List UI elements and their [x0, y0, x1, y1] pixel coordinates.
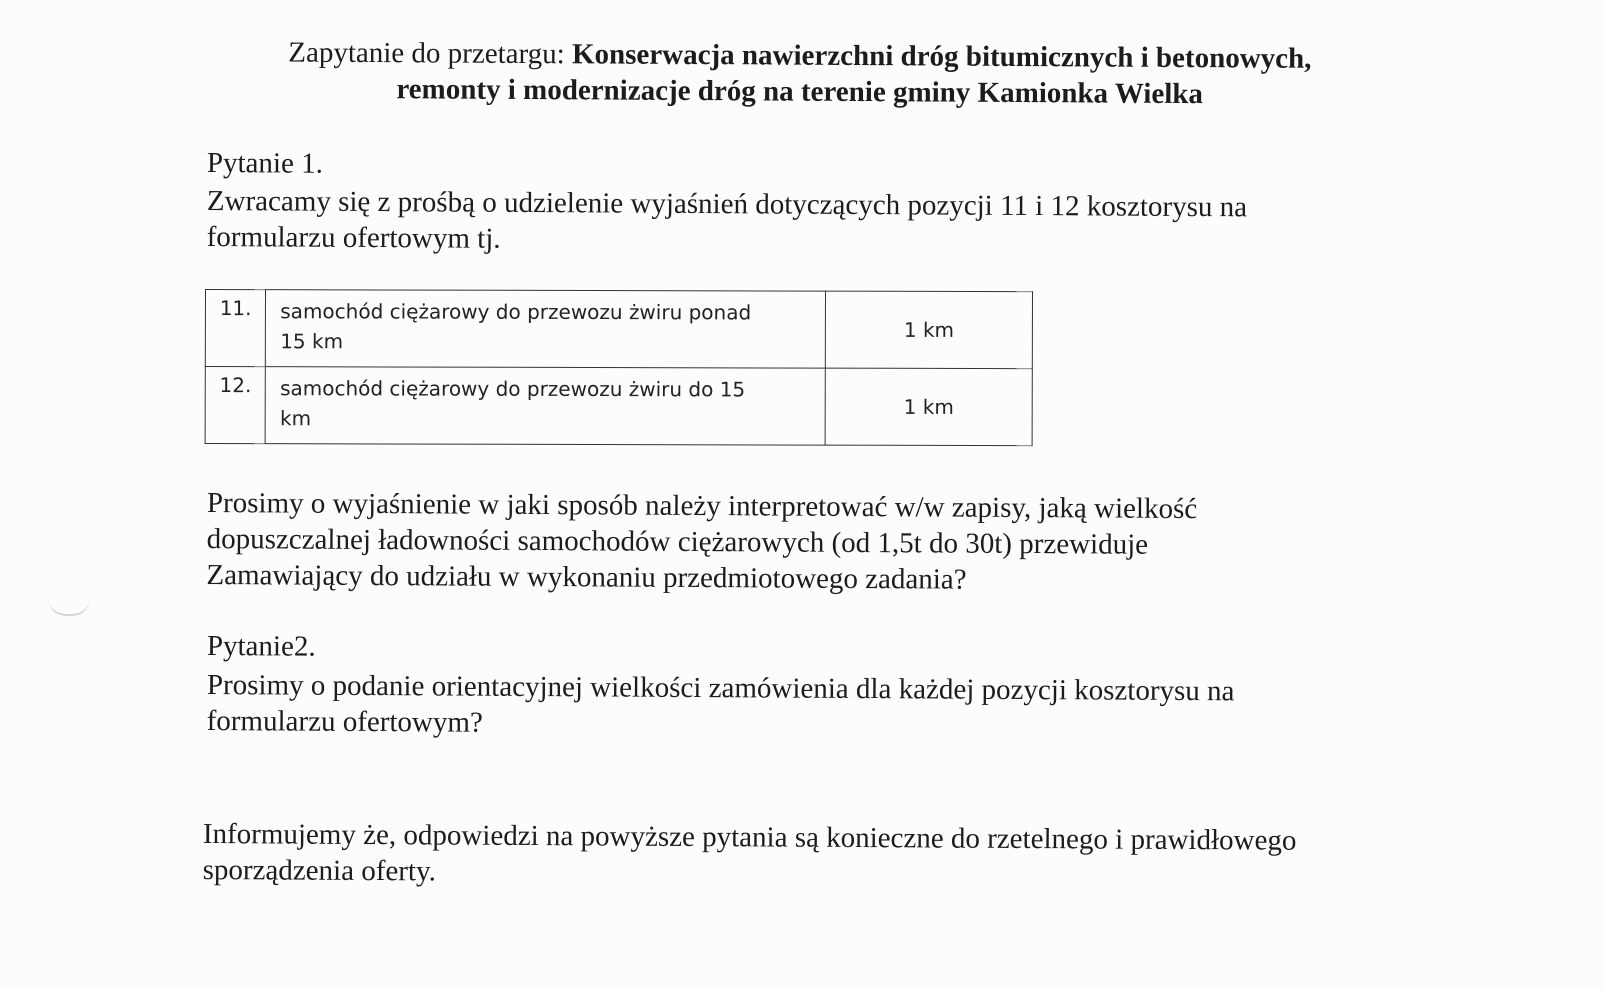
question-2-text	[207, 667, 1235, 745]
title-subject-part-1: Konserwacja nawierzchni dróg bitumicznych i betonowych,	[571, 38, 1312, 75]
table-row	[205, 367, 1032, 446]
question-1-intro-line-1: Zwracamy się z prośbą o udzielenie wyjaśnień dotyczących pozycji 11 i 12 kosztorysu na	[206, 184, 1248, 224]
question-1-intro	[207, 183, 1248, 261]
question-2-text-line-2: formularzu ofertowym?	[206, 704, 483, 739]
item-quantity: 1 km	[825, 291, 1032, 369]
item-description-line-2: km	[279, 406, 312, 431]
question-1-request	[206, 485, 1197, 599]
question-1-request-line-3: Zamawiający do udziału w wykonaniu przedmiotowego zadania?	[206, 558, 967, 596]
table-row	[205, 290, 1032, 369]
item-description-line-1: samochód ciężarowy do przewozu żwiru ponad	[280, 299, 752, 325]
item-description-line-2: 15 km	[280, 329, 344, 354]
estimate-items-table	[205, 289, 1033, 446]
punch-hole-mark	[48, 598, 90, 616]
question-1-heading: Pytanie 1.	[206, 146, 323, 180]
question-1-request-line-1: Prosimy o wyjaśnienie w jaki sposób należy interpretować w/w zapisy, jaką wielkość	[206, 486, 1198, 526]
title-lead: Zapytanie do przetargu:	[288, 36, 565, 71]
item-description	[266, 290, 826, 368]
question-2-heading: Pytanie2.	[206, 629, 316, 663]
question-2-heading-block	[207, 628, 316, 665]
question-1-heading-block	[207, 145, 323, 182]
closing-statement	[203, 816, 1297, 895]
item-description	[265, 367, 825, 445]
question-1-intro-line-2: formularzu ofertowym tj.	[206, 220, 501, 255]
item-description-line-1: samochód ciężarowy do przewozu żwiru do 15	[280, 376, 746, 402]
title-line-1	[200, 34, 1400, 77]
closing-line-1: Informujemy że, odpowiedzi na powyższe pytania są konieczne do rzetelnego i prawidłowego	[202, 817, 1297, 857]
closing-line-2: sporządzenia oferty.	[202, 853, 436, 888]
question-2-text-line-1: Prosimy o podanie orientacyjnej wielkości zamówienia dla każdej pozycji kosztorysu na	[206, 668, 1235, 708]
item-quantity: 1 km	[825, 368, 1032, 446]
question-1-request-line-2: dopuszczalnej ładowności samochodów ciężarowych (od 1,5t do 30t) przewiduje	[206, 522, 1149, 561]
item-number: 12.	[205, 367, 266, 444]
title-subject-part-2: remonty i modernizacje dróg na terenie gminy Kamionka Wielka	[396, 73, 1204, 111]
document-title	[200, 34, 1400, 113]
item-number: 11.	[205, 290, 266, 367]
